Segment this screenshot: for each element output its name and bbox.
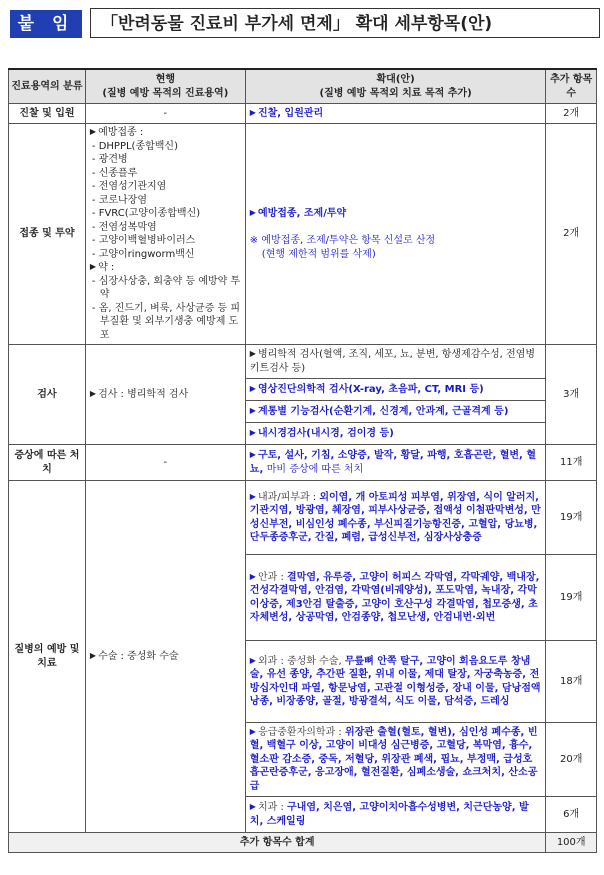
row-expanded: ▶ 응급중환자의학과 : 위장관 출혈(혈토, 혈변), 심인성 폐수종, 빈혈, 백혈구 이상, 고양이 비대성 심근병증, 고혈당, 복막염, 흉수, 혈소판 감소증, 중독, 저혈당, 위장관 폐색, 핍뇨, 부정맥, 급성호흡곤란증후군, 응고장애, 혈전질환, 심폐소생술, 쇼크처치, 산소공급	[245, 723, 546, 797]
header-current: 현행 (질병 예방 목적의 진료용역)	[85, 69, 245, 104]
triangle-bullet-icon: ▶	[89, 650, 97, 660]
row-count: 11개	[546, 445, 597, 481]
row-count: 2개	[546, 104, 597, 124]
total-count: 100개	[546, 833, 597, 853]
row-count: 18개	[546, 641, 597, 723]
list-item: - 전염성기관지염	[91, 181, 167, 192]
row-expanded: ▶ 내시경검사(내시경, 검이경 등)	[245, 423, 546, 445]
note-text: (현행 제한적 범위를 삭제)	[261, 248, 376, 260]
row-count: 19개	[546, 481, 597, 555]
list-item: - 광견병	[91, 154, 128, 165]
triangle-bullet-icon: ▶	[249, 726, 256, 736]
triangle-bullet-icon: ▶	[89, 388, 97, 398]
row-count: 2개	[546, 124, 597, 345]
triangle-bullet-icon: ▶	[249, 802, 256, 811]
triangle-bullet-icon: ▶	[249, 655, 256, 665]
row-count: 19개	[546, 555, 597, 641]
row-count: 20개	[546, 723, 597, 797]
row-current: -	[85, 445, 245, 481]
row-expanded: ▶ 계통별 기능검사(순환기계, 신경계, 안과계, 근골격계 등)	[245, 401, 546, 423]
triangle-bullet-icon: ▶	[249, 107, 256, 117]
triangle-bullet-icon: ▶	[249, 491, 256, 501]
triangle-bullet-icon: ▶	[89, 127, 97, 136]
row-expanded: ▶ 진찰, 입원관리	[245, 104, 546, 124]
triangle-bullet-icon: ▶	[249, 383, 256, 393]
triangle-bullet-icon: ▶	[249, 207, 256, 217]
table-row	[9, 124, 597, 345]
list-item: - DHPPL(종합백신)	[91, 140, 178, 152]
header-count: 추가 항목수	[546, 69, 597, 104]
row-area: 질병의 예방 및 치료	[9, 481, 86, 833]
row-current: ▶ 예방접종 : - DHPPL(종합백신) - 광견병 - 신종플루 - 전염성기관지염 - 코로나장염 - FVRC(고양이종합백신) - 전염성복막염 - 고양이백혈병바이러스 - 고양이ringworm백신 ▶ 약 : - 심장사상충, 회충약 등 예방약 투약 - 옴, 진드기, 벼룩, 사상균증 등 피부질환 및 외부기생충 예방제 도포	[85, 124, 245, 345]
table-row	[9, 345, 597, 379]
row-area: 진찰 및 입원	[9, 104, 86, 124]
header-area: 진료용역의 분류	[9, 69, 86, 104]
list-item: - 전염성복막염	[91, 221, 157, 233]
row-expanded: ▶ 병리학적 검사(혈액, 조직, 세포, 뇨, 분변, 항생제감수성, 전염병키트검사 등)	[245, 345, 546, 379]
row-expanded: ▶ 안과 : 결막염, 유루증, 고양이 허피스 각막염, 각막궤양, 백내장, 건성각결막염, 안검염, 각막염(비궤양성), 포도막염, 녹내장, 각막이상증, 제3안검 탈출증, 고양이 호산구성 각결막염, 첩모증생, 초자체변성, 상공막염, 안검종양, 첩모난생, 안검내번·외번	[245, 555, 546, 641]
triangle-bullet-icon: ▶	[89, 262, 97, 271]
row-current: -	[85, 104, 245, 124]
row-expanded: ▶ 영상진단의학적 검사(X-ray, 초음파, CT, MRI 등)	[245, 379, 546, 401]
row-expanded: ▶ 치과 : 구내염, 치은염, 고양이치아흡수성병변, 치근단농양, 발치, 스케일링	[245, 797, 546, 833]
triangle-bullet-icon: ▶	[249, 427, 256, 437]
total-label: 추가 항목수 합계	[9, 833, 546, 853]
items-table	[8, 68, 597, 853]
row-expanded: ▶ 구토, 설사, 기침, 소양증, 발작, 황달, 파행, 호흡곤란, 혈변, 혈뇨, 마비 증상에 따른 처치	[245, 445, 546, 481]
vaccine-list	[90, 140, 241, 262]
row-area: 검사	[9, 345, 86, 445]
document-header	[6, 6, 598, 40]
medicine-list	[90, 275, 241, 343]
list-item: - FVRC(고양이종합백신)	[91, 208, 201, 219]
row-area: 접종 및 투약	[9, 124, 86, 345]
table-header-row	[9, 69, 597, 104]
row-expanded: ▶ 내과/피부과 : 외이염, 개 아토피성 피부염, 위장염, 식이 알러지, 기관지염, 방광염, 췌장염, 피부사상균증, 접액성 이첨판막변성, 만성신부전, 비심인성 폐수종, 부신피질기능항진증, 고혈압, 당뇨병, 단두종증후군, 간질, 폐렴, 급성신부전, 심장사상충증	[245, 481, 546, 555]
triangle-bullet-icon: ▶	[249, 349, 256, 358]
header-expanded: 확대(안) (질병 예방 목적외 치료 목적 추가)	[245, 69, 546, 104]
document-title: 「반려동물 진료비 부가세 면제」 확대 세부항목(안)	[90, 8, 600, 38]
table-row	[9, 445, 597, 481]
row-current: ▶ 수술 : 중성화 수술	[85, 481, 245, 833]
row-count: 3개	[546, 345, 597, 445]
triangle-bullet-icon: ▶	[249, 571, 256, 581]
row-count: 6개	[546, 797, 597, 833]
row-expanded: ▶ 외과 : 중성화 수술, 무릎뼈 안쪽 탈구, 고양이 회음요도루 창냄술, 유선 종양, 추간판 질환, 위내 이물, 제대 탈장, 자궁축농증, 전방십자인대 파열, 항문낭염, 고관절 이형성증, 장내 이물, 담낭점액낭종, 비장종양, 골절, 방광결석, 식도 이물, 담석증, 드레싱	[245, 641, 546, 723]
row-area: 증상에 따른 처치	[9, 445, 86, 481]
table-row	[9, 481, 597, 555]
attachment-badge: 붙 임	[10, 10, 82, 38]
list-item: - 심장사상충, 회충약 등 예방약 투약	[91, 275, 241, 300]
list-item: - 신종플루	[91, 167, 138, 179]
list-item: - 고양이백혈병바이러스	[91, 235, 196, 246]
list-item: - 고양이ringworm백신	[91, 248, 195, 260]
triangle-bullet-icon: ▶	[249, 450, 256, 459]
list-item: - 코로나장염	[91, 194, 148, 206]
triangle-bullet-icon: ▶	[249, 405, 256, 415]
note-text: ※ 예방접종, 조제/투약은 항목 신설로 산정	[249, 235, 436, 247]
row-current: ▶ 검사 : 병리학적 검사	[85, 345, 245, 445]
total-row	[9, 833, 597, 853]
table-row	[9, 104, 597, 124]
list-item: - 옴, 진드기, 벼룩, 사상균증 등 피부질환 및 외부기생충 예방제 도포	[91, 302, 241, 341]
row-expanded: ▶ 예방접종, 조제/투약 ※ 예방접종, 조제/투약은 항목 신설로 산정 (현행 제한적 범위를 삭제)	[245, 124, 546, 345]
